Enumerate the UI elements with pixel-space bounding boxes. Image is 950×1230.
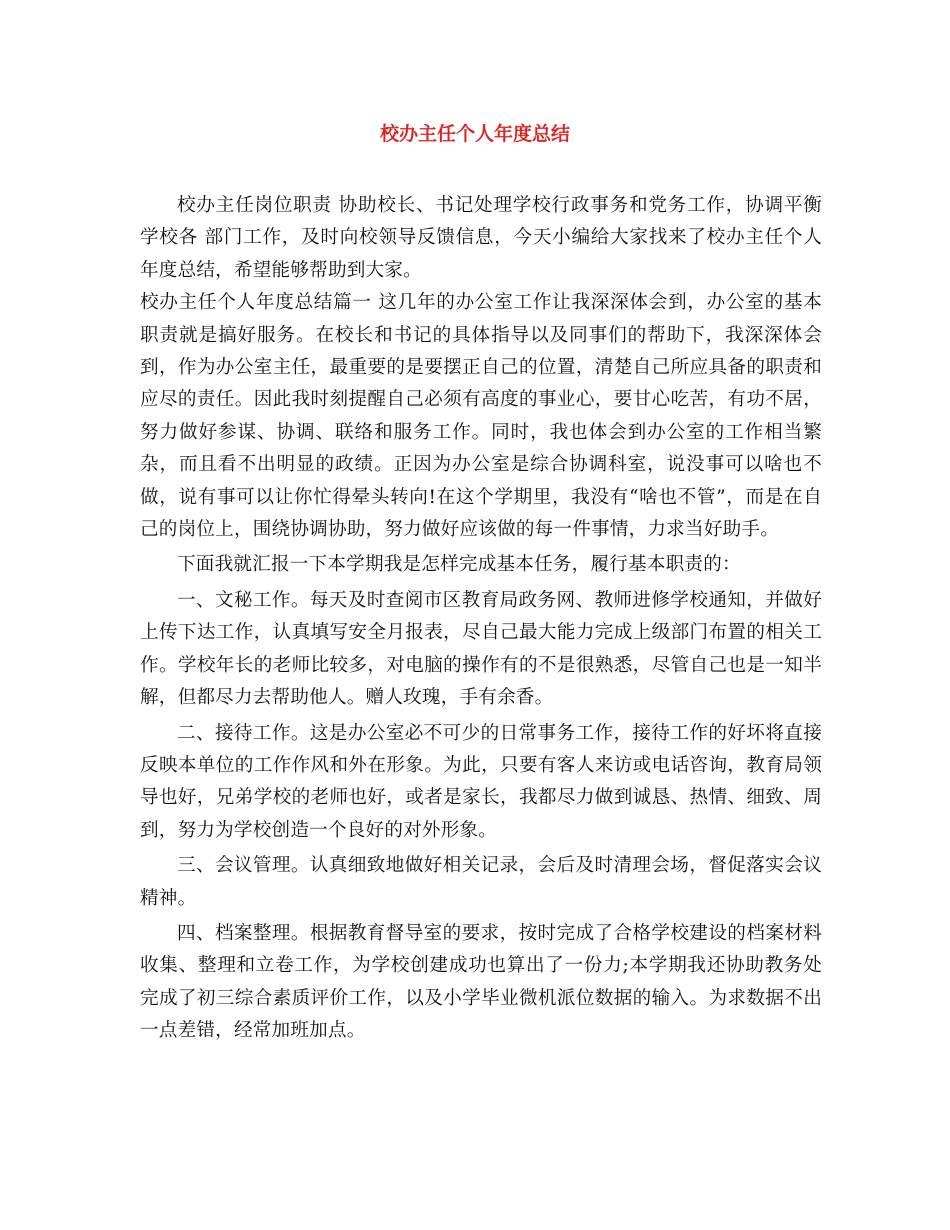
- section-one-paragraph: 校办主任个人年度总结篇一 这几年的办公室工作让我深深体会到，办公室的基本职责就是搞好服务。在校长和书记的具体指导以及同事们的帮助下，我深深体会到，作为办公室主任，最重要的是要摆正自己的位置，清楚自己所应具备的职责和应尽的责任。因此我时刻提醒自己必须有高度的事业心，要甘心吃苦，有功不居，努力做好参谋、协调、联络和服务工作。同时，我也体会到办公室的工作相当繁杂，而且看不出明显的政绩。正因为办公室是综合协调科室，说没事可以啥也不做，说有事可以让你忙得晕头转向!在这个学期里，我没有“啥也不管”，而是在自己的岗位上，围绕协调协助，努力做好应该做的每一件事情，力求当好助手。: [140, 292, 822, 541]
- intro-paragraph: 校办主任岗位职责 协助校长、书记处理学校行政事务和党务工作，协调平衡学校各 部门工作，及时向校领导反馈信息，今天小编给大家找来了校办主任个人年度总结，希望能够帮助到大家。: [140, 195, 822, 281]
- document-title: 校办主任个人年度总结: [379, 123, 570, 145]
- meeting-management-paragraph: 三、会议管理。认真细致地做好相关记录，会后及时清理会场，督促落实会议精神。: [140, 855, 822, 909]
- secretarial-work-paragraph: 一、文秘工作。每天及时查阅市区教育局政务网、教师进修学校通知，并做好上传下达工作，认真填写安全月报表，尽自己最大能力完成上级部门布置的相关工作。学校年长的老师比较多，对电脑的操作有的不是很熟悉，尽管自己也是一知半解，但都尽力去帮助他人。赠人玫瑰，手有余香。: [140, 589, 822, 709]
- archive-management-paragraph: 四、档案整理。根据教育督导室的要求，按时完成了合格学校建设的档案材料收集、整理和立卷工作，为学校创建成功也算出了一份力;本学期我还协助教务处完成了初三综合素质评价工作，以及小学毕业微机派位数据的输入。为求数据不出一点差错，经常加班加点。: [140, 922, 822, 1042]
- document-body: [140, 190, 822, 1048]
- reception-work-paragraph: 二、接待工作。这是办公室必不可少的日常事务工作，接待工作的好坏将直接反映本单位的工作作风和外在形象。为此，只要有客人来访或电话咨询，教育局领导也好，兄弟学校的老师也好，或者是家长，我都尽力做到诚恳、热情、细致、周到，努力为学校创造一个良好的对外形象。: [140, 722, 822, 841]
- summary-intro-paragraph: 下面我就汇报一下本学期我是怎样完成基本任务，履行基本职责的：: [177, 554, 741, 576]
